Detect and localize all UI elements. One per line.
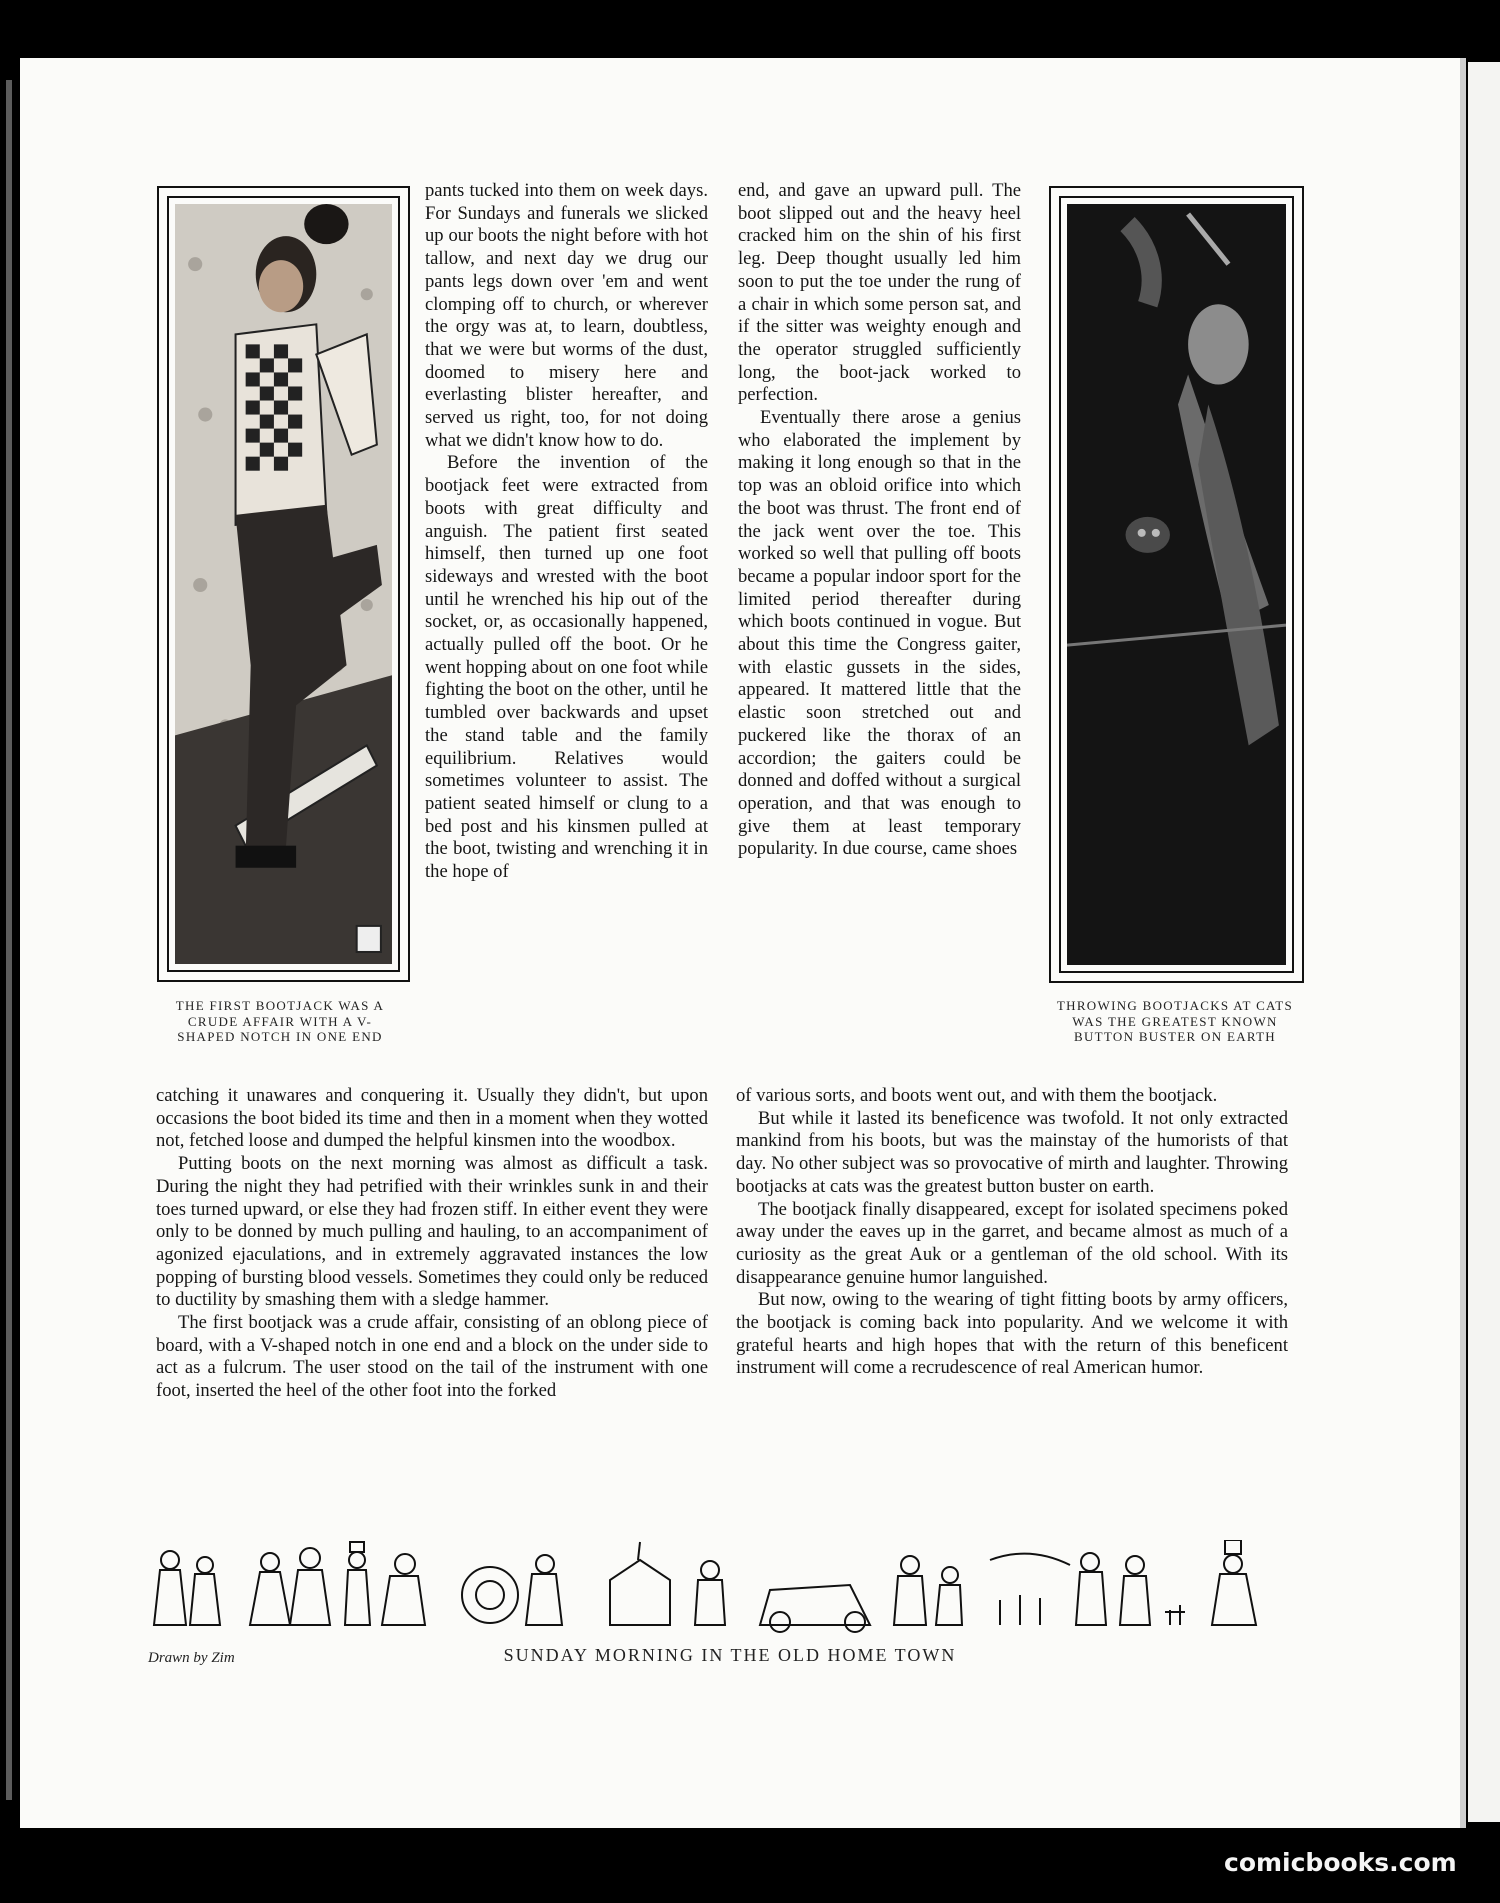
paragraph: Putting boots on the next morning was almost as difficult a task. During the night they had petrified with their wrinkles sunk in and their toes turned upward, or else they had frozen stiff. In either event they were only to be donned by much pulling and hauling, to an accompaniment of agonized ejaculations, and in extremely aggravated instances the low popping of bursting blood vessels. Sometimes they could only be reduced to ductility by smashing them with a sledge hammer. bbox=[156, 1153, 708, 1311]
article-column-middle bbox=[425, 180, 708, 884]
paragraph: The bootjack finally disappeared, except for isolated specimens poked away under the eaves up in the garret, and became almost as much of a curiosity as the great Auk or a gentleman of the old school. With its disappearance genuine humor languished. bbox=[736, 1198, 1288, 1288]
adjacent-page bbox=[1468, 62, 1500, 1822]
paragraph: Eventually there arose a genius who elaborated the implement by making it long enough so that in the top was an obloid orifice into which the boot was thrust. The front end of the jack went over the toe. This worked so well that pulling off boots became a popular indoor sport for the limited period thereafter during which boots continued in vogue. But about this time the Congress gaiter, with elastic gussets in the sides, appeared. It mattered little that the elastic soon stretched out and puckered like the thorax of an accordion; the gaiters could be donned and doffed without a surgical operation, and that was enough to give them at least temporary popularity. In due course, came shoes bbox=[738, 407, 1021, 860]
page-edge bbox=[1460, 58, 1466, 1828]
strip-figures bbox=[154, 1540, 1256, 1632]
article-column-lower-left bbox=[156, 1085, 708, 1403]
cartoon-strip bbox=[150, 1540, 1290, 1635]
strip-credit: Drawn by Zim bbox=[148, 1650, 235, 1666]
caption-left: THE FIRST BOOTJACK WAS A CRUDE AFFAIR WITH A V-SHAPED NOTCH IN ONE END bbox=[175, 998, 385, 1044]
paragraph: But while it lasted its beneficence was twofold. It not only extracted mankind from his boots, but was the mainstay of the humorists of that day. No other subject was so provocative of mirth and laughter. Throwing bootjacks at cats was the greatest button buster on earth. bbox=[736, 1107, 1288, 1197]
illustration-frame-right bbox=[1049, 186, 1304, 983]
paragraph: catching it unawares and conquering it. Usually they didn't, but upon occasions the boot bided its time and then in a moment when they wotted not, fetched loose and dumped the helpful kinsmen into the woodbox. bbox=[156, 1085, 708, 1152]
paragraph: The first bootjack was a crude affair, consisting of an oblong piece of board, with a V-shaped notch in one end and a block on the under side to act as a fulcrum. The user stood on the tail of the instrument with one foot, inserted the heel of the other foot into the forked bbox=[156, 1312, 708, 1402]
illustration-frame-left bbox=[157, 186, 410, 982]
book-spine bbox=[6, 80, 12, 1800]
strip-title: SUNDAY MORNING IN THE OLD HOME TOWN bbox=[503, 1645, 957, 1665]
caption-right: THROWING BOOTJACKS AT CATS WAS THE GREATEST KNOWN BUTTON BUSTER ON EARTH bbox=[1056, 998, 1294, 1044]
article-column-right bbox=[738, 180, 1021, 861]
article-column-lower-right bbox=[736, 1085, 1288, 1380]
paragraph: But now, owing to the wearing of tight fitting boots by army officers, the bootjack is coming back into popularity. And we welcome it with grateful hearts and high hopes that with the return of this beneficent instrument will come a recrudescence of real American humor. bbox=[736, 1289, 1288, 1379]
paragraph: of various sorts, and boots went out, and with them the bootjack. bbox=[736, 1085, 1218, 1106]
paragraph: Before the invention of the bootjack feet were extracted from boots with great difficulty and anguish. The patient first seated himself, then turned up one foot sideways and wrested with the boot until he wrenched his hip out of the socket, or, as occasionally happened, actually pulled off the boot. Or he went hopping about on one foot while fighting the boot on the other, until he tumbled over backwards and upset the stand table and the family equilibrium. Relatives would sometimes volunteer to assist. The patient seated himself or clung to a bed post and his kinsmen pulled at the boot, twisting and wrenching it in the hope of bbox=[425, 452, 708, 883]
watermark: comicbooks.com bbox=[1224, 1848, 1457, 1877]
man-throwing-bootjack-illustration bbox=[1067, 204, 1286, 965]
man-pulling-boot-illustration bbox=[175, 204, 392, 964]
paragraph: pants tucked into them on week days. For Sundays and funerals we slicked up our boots the night before with hot tallow, and next day we drug our pants legs down over 'em and went clomping off to church, or wherever the orgy was at, to learn, doubtless, that we were but worms of the dust, doomed to misery here and everlasting blister hereafter, and served us right, too, for not doing what we didn't know how to do. bbox=[425, 180, 708, 451]
paragraph: end, and gave an upward pull. The boot slipped out and the heavy heel cracked him on the shin of his first leg. Deep thought usually led him soon to put the toe under the rung of a chair in which some person sat, and if the sitter was weighty enough and the operator struggled sufficiently long, the boot-jack worked to perfection. bbox=[738, 180, 1021, 406]
